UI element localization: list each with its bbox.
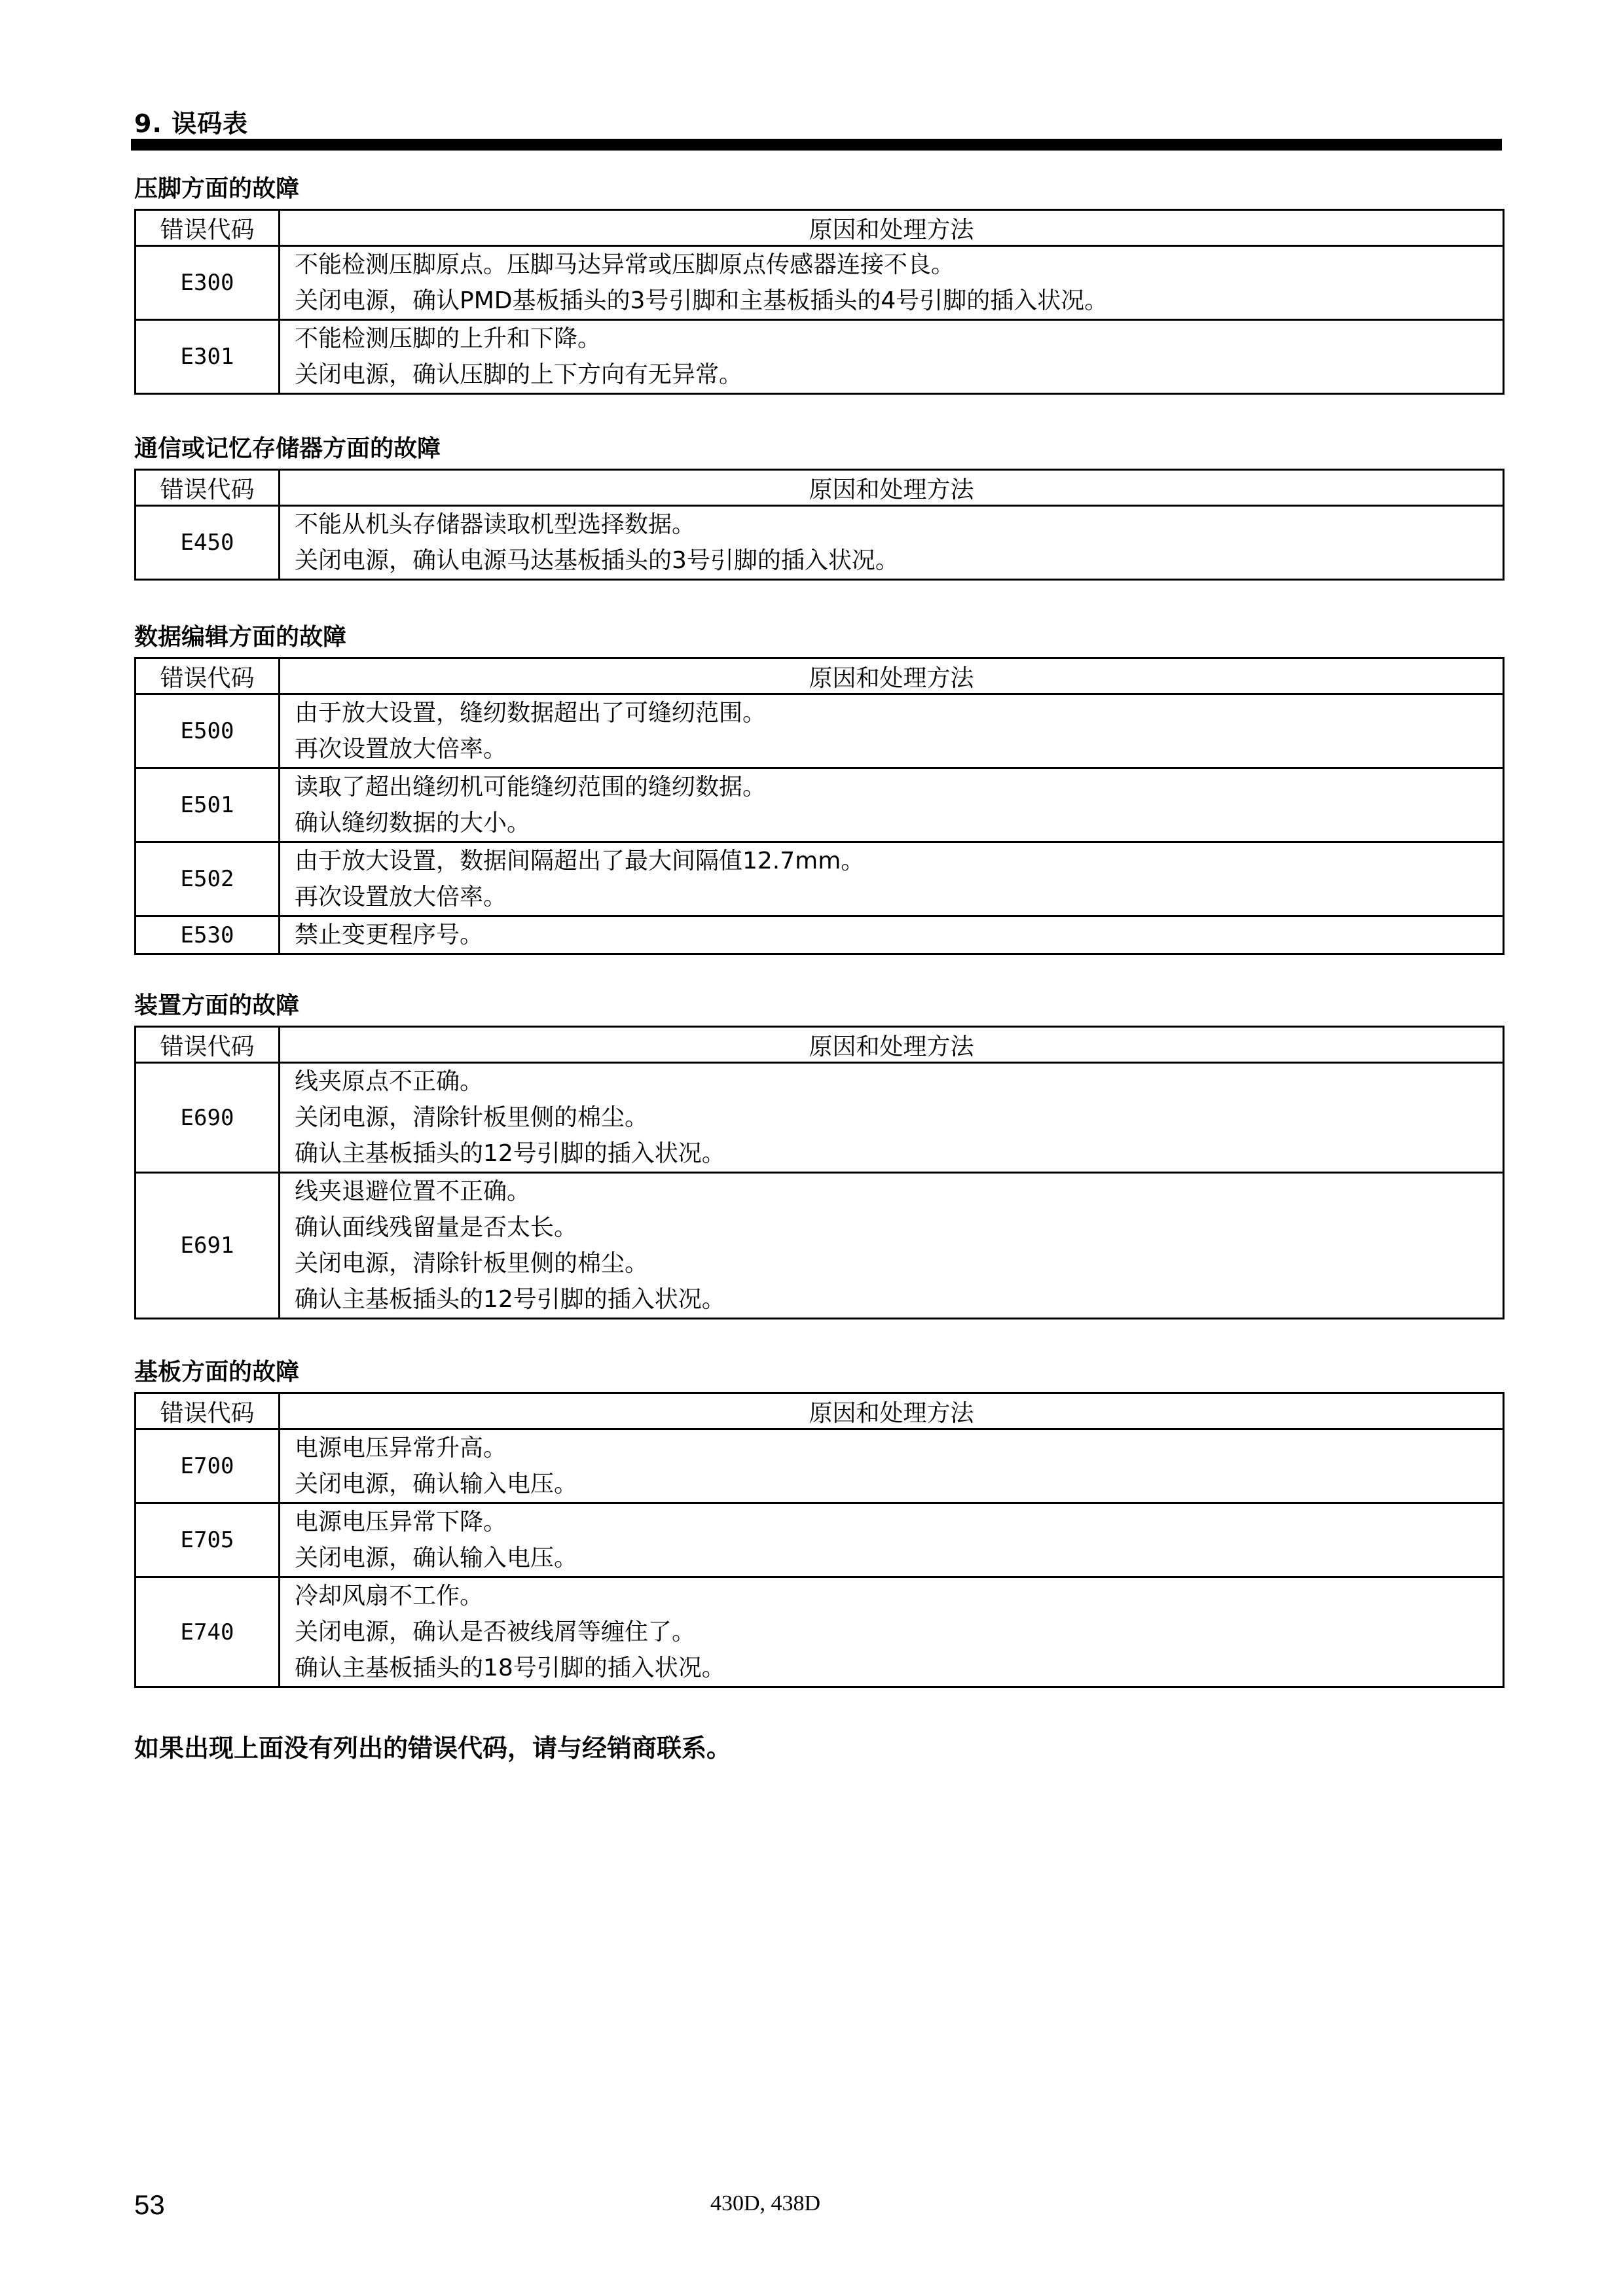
section-data-editing	[134, 622, 1504, 955]
table-row	[136, 1429, 1504, 1503]
error-code-table	[134, 1026, 1504, 1319]
description-line: 确认缝纫数据的大小。	[295, 810, 531, 836]
description-line: 关闭电源，清除针板里侧的棉尘。	[295, 1104, 649, 1131]
description-line: 由于放大设置，缝纫数据超出了可缝纫范围。	[295, 700, 767, 726]
description-line: 冷却风扇不工作。	[295, 1583, 484, 1609]
error-code: E705	[136, 1503, 280, 1577]
table-row	[136, 506, 1504, 580]
table-row	[136, 916, 1504, 954]
error-description	[280, 1577, 1504, 1687]
table-row	[136, 768, 1504, 842]
table-header-row	[136, 470, 1504, 506]
heading-rule	[131, 139, 1502, 151]
error-description	[280, 842, 1504, 916]
section-communication-memory	[134, 433, 1504, 581]
error-code: E301	[136, 320, 280, 394]
table-row	[136, 694, 1504, 768]
description-line: 确认主基板插头的12号引脚的插入状况。	[295, 1140, 725, 1167]
error-description	[280, 1503, 1504, 1577]
header-code: 错误代码	[136, 658, 280, 694]
table-row	[136, 842, 1504, 916]
description-line: 由于放大设置，数据间隔超出了最大间隔值12.7mm。	[295, 848, 865, 874]
table-header-row	[136, 210, 1504, 246]
table-row	[136, 320, 1504, 394]
description-line: 读取了超出缝纫机可能缝纫范围的缝纫数据。	[295, 774, 767, 800]
description-line: 线夹原点不正确。	[295, 1068, 484, 1095]
section-presser-foot	[134, 173, 1504, 395]
error-description	[280, 768, 1504, 842]
description-line: 不能从机头存储器读取机型选择数据。	[295, 511, 696, 538]
description-line: 线夹退避位置不正确。	[295, 1178, 531, 1205]
error-description	[280, 1063, 1504, 1173]
error-code: E500	[136, 694, 280, 768]
header-code: 错误代码	[136, 210, 280, 246]
header-cause: 原因和处理方法	[280, 1393, 1504, 1429]
header-cause: 原因和处理方法	[280, 470, 1504, 506]
description-line: 关闭电源，确认PMD基板插头的3号引脚和主基板插头的4号引脚的插入状况。	[295, 287, 1108, 314]
description-line: 确认面线残留量是否太长。	[295, 1214, 578, 1241]
error-code-table	[134, 657, 1504, 955]
description-line: 禁止变更程序号。	[295, 922, 484, 948]
error-description	[280, 916, 1504, 954]
description-line: 关闭电源，确认输入电压。	[295, 1545, 578, 1571]
section-title: 基板方面的故障	[134, 1359, 300, 1386]
header-code: 错误代码	[136, 470, 280, 506]
description-line: 再次设置放大倍率。	[295, 736, 507, 762]
error-description	[280, 694, 1504, 768]
error-code-table	[134, 469, 1504, 581]
table-row	[136, 1173, 1504, 1319]
error-description	[280, 1173, 1504, 1319]
description-line: 不能检测压脚原点。压脚马达异常或压脚原点传感器连接不良。	[295, 251, 955, 278]
description-line: 关闭电源，确认电源马达基板插头的3号引脚的插入状况。	[295, 547, 899, 574]
description-line: 电源电压异常下降。	[295, 1509, 507, 1535]
error-description	[280, 246, 1504, 320]
error-code: E691	[136, 1173, 280, 1319]
table-row	[136, 246, 1504, 320]
description-line: 确认主基板插头的12号引脚的插入状况。	[295, 1286, 725, 1313]
section-title: 通信或记忆存储器方面的故障	[134, 435, 441, 462]
error-code: E501	[136, 768, 280, 842]
error-code: E740	[136, 1577, 280, 1687]
header-cause: 原因和处理方法	[280, 658, 1504, 694]
section-heading: 9. 误码表	[134, 109, 249, 138]
error-code: E502	[136, 842, 280, 916]
section-title: 装置方面的故障	[134, 992, 300, 1019]
description-line: 关闭电源，确认压脚的上下方向有无异常。	[295, 361, 743, 388]
description-line: 关闭电源，确认输入电压。	[295, 1471, 578, 1498]
model-number: 430D, 438D	[710, 2191, 821, 2215]
description-line: 确认主基板插头的18号引脚的插入状况。	[295, 1655, 725, 1681]
table-row	[136, 1503, 1504, 1577]
error-code: E300	[136, 246, 280, 320]
error-code: E690	[136, 1063, 280, 1173]
description-line: 关闭电源，清除针板里侧的棉尘。	[295, 1250, 649, 1277]
header-cause: 原因和处理方法	[280, 210, 1504, 246]
description-line: 再次设置放大倍率。	[295, 884, 507, 910]
description-line: 不能检测压脚的上升和下降。	[295, 325, 602, 352]
error-code-table	[134, 1392, 1504, 1688]
error-description	[280, 506, 1504, 580]
table-header-row	[136, 1393, 1504, 1429]
section-circuit-board	[134, 1357, 1504, 1688]
header-cause: 原因和处理方法	[280, 1027, 1504, 1063]
table-header-row	[136, 1027, 1504, 1063]
error-code: E450	[136, 506, 280, 580]
table-row	[136, 1577, 1504, 1687]
section-title: 数据编辑方面的故障	[134, 624, 347, 651]
error-code: E530	[136, 916, 280, 954]
section-title: 压脚方面的故障	[134, 175, 300, 202]
page-number: 53	[134, 2189, 165, 2220]
description-line: 关闭电源，确认是否被线屑等缠住了。	[295, 1619, 696, 1645]
table-header-row	[136, 658, 1504, 694]
header-code: 错误代码	[136, 1027, 280, 1063]
section-device	[134, 990, 1504, 1319]
contact-dealer-note: 如果出现上面没有列出的错误代码，请与经销商联系。	[134, 1734, 732, 1763]
error-description	[280, 320, 1504, 394]
error-code: E700	[136, 1429, 280, 1503]
error-description	[280, 1429, 1504, 1503]
header-code: 错误代码	[136, 1393, 280, 1429]
error-code-table	[134, 209, 1504, 395]
table-row	[136, 1063, 1504, 1173]
description-line: 电源电压异常升高。	[295, 1435, 507, 1462]
